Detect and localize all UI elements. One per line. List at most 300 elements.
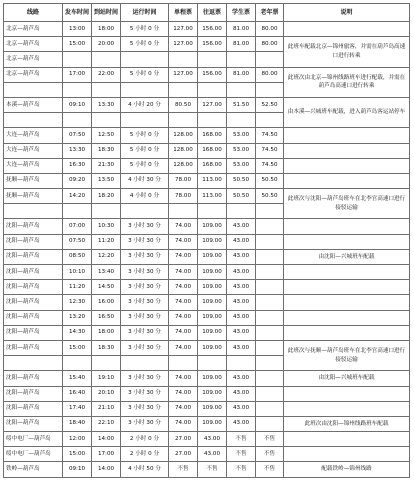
cell-round-fare: 109.00 [198,371,227,386]
cell-note [284,219,410,234]
cell-arrival: 16:50 [92,310,121,325]
cell-route: 沈阳—葫芦岛 [4,340,63,355]
cell-round-fare: 109.00 [198,310,227,325]
cell-senior-fare: 52.50 [256,97,284,112]
header-route: 线路 [4,4,63,22]
cell-duration: 5 小时 0 分 [121,128,169,143]
cell-round-fare: 156.00 [198,37,227,52]
cell-departure: 16:40 [63,386,92,401]
cell-round-fare [198,356,227,371]
cell-note [284,295,410,310]
cell-arrival: 12:20 [92,249,121,264]
cell-note: 由沈阳—兴城班车配载 [284,249,410,264]
cell-arrival: 21:30 [92,158,121,173]
cell-single-fare: 27.00 [169,432,198,447]
cell-round-fare: 109.00 [198,234,227,249]
header-round-fare: 往返票 [198,4,227,22]
cell-round-fare: 168.00 [198,158,227,173]
cell-departure: 11:20 [63,280,92,295]
cell-round-fare: 109.00 [198,416,227,431]
cell-note: 配载铁岭—锦州线路 [284,462,410,477]
table-row [4,37,410,52]
cell-student-fare: 43.00 [227,249,256,264]
cell-duration: 3 小时 30 分 [121,371,169,386]
cell-single-fare: 74.00 [169,295,198,310]
cell-route: 沈阳—葫芦岛 [4,310,63,325]
cell-student-fare: 81.00 [227,22,256,37]
cell-arrival: 17:00 [92,447,121,462]
cell-departure: 14:20 [63,189,92,204]
cell-student-fare: 50.50 [227,189,256,204]
cell-note [284,234,410,249]
cell-student-fare: 53.00 [227,158,256,173]
cell-senior-fare: 50.50 [256,189,284,204]
cell-arrival: 14:50 [92,280,121,295]
cell-single-fare: 127.00 [169,22,198,37]
cell-round-fare: 168.00 [198,128,227,143]
cell-arrival: 10:30 [92,219,121,234]
cell-student-fare: 43.00 [227,371,256,386]
cell-departure: 09:10 [63,462,92,477]
header-row [4,4,410,22]
cell-duration: 2 小时 0 分 [121,447,169,462]
cell-single-fare: 74.00 [169,386,198,401]
cell-senior-fare [256,416,284,431]
cell-round-fare [198,82,227,97]
cell-departure: 15:00 [63,340,92,355]
cell-senior-fare: 50.50 [256,173,284,188]
cell-round-fare: 不售 [198,462,227,477]
cell-round-fare: 109.00 [198,386,227,401]
cell-round-fare: 43.00 [198,432,227,447]
cell-duration [121,82,169,97]
cell-arrival [92,82,121,97]
cell-duration: 4 小时 30 分 [121,173,169,188]
table-row [4,371,410,386]
cell-round-fare [198,204,227,219]
cell-arrival: 11:20 [92,234,121,249]
cell-student-fare: 53.00 [227,143,256,158]
cell-route: 沈阳—葫芦岛 [4,295,63,310]
cell-note [284,128,410,143]
cell-arrival: 18:30 [92,340,121,355]
cell-departure: 12:00 [63,432,92,447]
cell-senior-fare [256,401,284,416]
cell-arrival: 13:50 [92,173,121,188]
cell-arrival [92,52,121,67]
cell-round-fare [198,113,227,128]
cell-single-fare: 74.00 [169,280,198,295]
cell-single-fare: 74.00 [169,249,198,264]
cell-duration [121,356,169,371]
cell-single-fare: 74.00 [169,234,198,249]
cell-duration: 3 小时 30 分 [121,340,169,355]
cell-student-fare: 43.00 [227,416,256,431]
table-row [4,325,410,340]
cell-duration [121,113,169,128]
cell-duration: 3 小时 30 分 [121,386,169,401]
cell-senior-fare [256,386,284,401]
cell-round-fare [198,52,227,67]
cell-note: 此班次与沈阳—葫芦岛班车在北李官高速口进行接驳运输 [284,189,410,219]
cell-round-fare: 109.00 [198,249,227,264]
cell-departure: 07:50 [63,128,92,143]
cell-single-fare: 74.00 [169,340,198,355]
cell-duration: 5 小时 0 分 [121,67,169,82]
cell-round-fare: 109.00 [198,401,227,416]
cell-single-fare: 27.00 [169,447,198,462]
cell-route: 绥中电厂—葫芦岛 [4,447,63,462]
cell-arrival: 18:00 [92,325,121,340]
cell-arrival [92,356,121,371]
cell-round-fare: 113.00 [198,189,227,204]
cell-single-fare [169,356,198,371]
cell-senior-fare: 74.50 [256,158,284,173]
cell-single-fare [169,113,198,128]
cell-student-fare: 43.00 [227,325,256,340]
cell-student-fare: 43.00 [227,265,256,280]
cell-route: 抚顺—葫芦岛 [4,189,63,204]
table-row [4,401,410,416]
cell-senior-fare [256,204,284,219]
cell-student-fare: 不售 [227,432,256,447]
cell-senior-fare [256,219,284,234]
cell-route: 沈阳—葫芦岛 [4,371,63,386]
cell-arrival: 13:40 [92,265,121,280]
cell-duration: 5 小时 0 分 [121,37,169,52]
cell-departure: 09:10 [63,97,92,112]
cell-note [284,158,410,173]
cell-student-fare: 43.00 [227,280,256,295]
cell-single-fare: 不售 [169,462,198,477]
table-row [4,22,410,37]
cell-arrival: 18:30 [92,143,121,158]
cell-student-fare: 43.00 [227,401,256,416]
cell-single-fare: 128.00 [169,158,198,173]
cell-senior-fare [256,310,284,325]
cell-arrival: 14:00 [92,462,121,477]
cell-single-fare [169,52,198,67]
bus-timetable [3,3,410,478]
cell-arrival: 16:00 [92,295,121,310]
cell-route: 北京—葫芦岛 [4,52,63,67]
cell-route: 抚顺—葫芦岛 [4,173,63,188]
cell-route: 沈阳—葫芦岛 [4,234,63,249]
cell-departure: 14:30 [63,325,92,340]
cell-senior-fare: 74.50 [256,128,284,143]
cell-duration: 5 小时 0 分 [121,158,169,173]
table-row [4,249,410,264]
cell-single-fare: 74.00 [169,310,198,325]
table-row [4,295,410,310]
cell-note: 由本溪—兴城班车配载，进入葫芦岛客运站停车 [284,97,410,127]
cell-duration: 4 小时 0 分 [121,189,169,204]
cell-round-fare: 109.00 [198,280,227,295]
cell-departure [63,52,92,67]
table-row [4,128,410,143]
cell-departure: 16:30 [63,158,92,173]
table-row [4,462,410,477]
cell-senior-fare [256,356,284,371]
cell-single-fare: 74.00 [169,219,198,234]
cell-student-fare [227,356,256,371]
cell-senior-fare [256,52,284,67]
timetable-body [4,22,410,478]
cell-senior-fare: 74.50 [256,143,284,158]
cell-duration: 4 小时 20 分 [121,97,169,112]
cell-departure [63,82,92,97]
cell-arrival: 18:00 [92,22,121,37]
table-row [4,189,410,204]
cell-duration: 3 小时 30 分 [121,234,169,249]
cell-duration: 3 小时 30 分 [121,265,169,280]
cell-arrival [92,204,121,219]
cell-student-fare: 43.00 [227,234,256,249]
cell-student-fare: 53.00 [227,128,256,143]
cell-route: 绥中电厂—葫芦岛 [4,432,63,447]
table-row [4,416,410,431]
cell-round-fare: 168.00 [198,143,227,158]
cell-arrival: 19:10 [92,371,121,386]
cell-round-fare: 109.00 [198,295,227,310]
cell-route: 沈阳—葫芦岛 [4,325,63,340]
table-row [4,158,410,173]
cell-departure: 13:20 [63,310,92,325]
cell-duration: 3 小时 30 分 [121,295,169,310]
cell-note [284,447,410,462]
cell-round-fare: 156.00 [198,22,227,37]
cell-departure: 13:00 [63,22,92,37]
cell-single-fare: 128.00 [169,128,198,143]
cell-note [284,401,410,416]
cell-arrival: 20:10 [92,386,121,401]
cell-arrival: 20:00 [92,37,121,52]
cell-route: 沈阳—葫芦岛 [4,386,63,401]
cell-departure: 15:00 [63,37,92,52]
cell-round-fare: 109.00 [198,325,227,340]
cell-single-fare: 74.00 [169,371,198,386]
cell-senior-fare: 不售 [256,462,284,477]
cell-departure: 09:20 [63,173,92,188]
cell-departure: 07:50 [63,234,92,249]
cell-student-fare: 81.00 [227,67,256,82]
cell-note: 由沈阳—兴城班车配载 [284,371,410,386]
cell-duration: 2 小时 0 分 [121,432,169,447]
cell-single-fare: 74.00 [169,401,198,416]
cell-student-fare: 43.00 [227,295,256,310]
cell-route: 本溪—葫芦岛 [4,97,63,112]
cell-note [284,432,410,447]
header-single-fare: 单程票 [169,4,198,22]
cell-note [284,173,410,188]
cell-student-fare: 不售 [227,462,256,477]
cell-arrival: 22:10 [92,416,121,431]
cell-student-fare [227,204,256,219]
table-row [4,67,410,82]
table-row [4,265,410,280]
cell-student-fare: 81.00 [227,37,256,52]
cell-arrival: 12:50 [92,128,121,143]
cell-single-fare: 127.00 [169,37,198,52]
cell-senior-fare [256,340,284,355]
table-row [4,432,410,447]
table-row [4,219,410,234]
cell-student-fare [227,82,256,97]
cell-departure [63,356,92,371]
cell-duration: 3 小时 30 分 [121,280,169,295]
header-departure: 发车时间 [63,4,92,22]
cell-senior-fare [256,113,284,128]
cell-duration [121,52,169,67]
cell-round-fare: 113.00 [198,173,227,188]
cell-senior-fare [256,265,284,280]
cell-note: 此班次由北京—锦州线路班车进行配载，并需在葫芦岛高速口进行转乘 [284,67,410,97]
cell-senior-fare [256,371,284,386]
cell-departure: 15:00 [63,447,92,462]
cell-student-fare: 43.00 [227,219,256,234]
cell-route: 沈阳—葫芦岛 [4,401,63,416]
cell-single-fare: 80.50 [169,97,198,112]
cell-arrival [92,113,121,128]
cell-route [4,113,63,128]
cell-student-fare: 43.00 [227,340,256,355]
cell-duration: 5 小时 0 分 [121,143,169,158]
table-row [4,234,410,249]
table-row [4,386,410,401]
cell-note [284,22,410,37]
cell-duration: 3 小时 30 分 [121,416,169,431]
cell-round-fare: 156.00 [198,67,227,82]
cell-departure: 17:40 [63,401,92,416]
cell-round-fare: 109.00 [198,219,227,234]
cell-route: 北京—葫芦岛 [4,37,63,52]
cell-departure: 08:50 [63,249,92,264]
cell-note: 此班次与抚顺—葫芦岛班车在北李官高速口进行接驳运输 [284,340,410,370]
cell-route: 北京—葫芦岛 [4,67,63,82]
cell-note: 此班次由沈阳—锦州线路班车配载 [284,416,410,431]
cell-departure: 07:00 [63,219,92,234]
cell-route: 北京—葫芦岛 [4,22,63,37]
cell-single-fare: 74.00 [169,325,198,340]
cell-arrival: 18:20 [92,189,121,204]
cell-student-fare: 51.50 [227,97,256,112]
cell-route: 铁岭—葫芦岛 [4,462,63,477]
cell-senior-fare: 80.00 [256,37,284,52]
cell-route [4,356,63,371]
cell-single-fare: 127.00 [169,67,198,82]
cell-arrival: 13:30 [92,97,121,112]
table-row [4,310,410,325]
cell-route: 沈阳—葫芦岛 [4,265,63,280]
cell-round-fare: 109.00 [198,340,227,355]
cell-route: 大连—葫芦岛 [4,143,63,158]
cell-departure: 15:40 [63,371,92,386]
cell-duration: 4 小时 50 分 [121,462,169,477]
table-row [4,173,410,188]
cell-arrival: 22:00 [92,67,121,82]
cell-route: 大连—葫芦岛 [4,128,63,143]
cell-round-fare: 43.00 [198,447,227,462]
cell-duration: 5 小时 0 分 [121,22,169,37]
cell-duration: 3 小时 30 分 [121,401,169,416]
header-notes: 说明 [284,4,410,22]
cell-departure: 10:10 [63,265,92,280]
cell-student-fare: 43.00 [227,386,256,401]
cell-departure [63,113,92,128]
cell-senior-fare: 80.00 [256,22,284,37]
cell-departure: 18:40 [63,416,92,431]
cell-note [284,265,410,280]
cell-student-fare: 不售 [227,447,256,462]
cell-duration: 3 小时 30 分 [121,310,169,325]
timetable-sheet [3,3,409,497]
cell-duration: 3 小时 30 分 [121,325,169,340]
cell-senior-fare: 80.00 [256,67,284,82]
cell-senior-fare [256,234,284,249]
cell-senior-fare [256,295,284,310]
cell-round-fare: 127.00 [198,97,227,112]
cell-single-fare: 74.00 [169,416,198,431]
table-row [4,447,410,462]
cell-senior-fare [256,280,284,295]
cell-senior-fare: 不售 [256,432,284,447]
cell-arrival: 21:10 [92,401,121,416]
cell-round-fare: 109.00 [198,265,227,280]
cell-duration [121,204,169,219]
table-row [4,340,410,355]
header-arrival: 到站时间 [92,4,121,22]
cell-student-fare [227,113,256,128]
header-senior-fare: 老年票 [256,4,284,22]
cell-departure [63,204,92,219]
cell-note [284,386,410,401]
cell-note: 此班车配载北京—锦州旅客，并需在葫芦岛高速口进行转乘 [284,37,410,67]
cell-note [284,280,410,295]
cell-duration: 3 小时 30 分 [121,249,169,264]
header-student-fare: 学生票 [227,4,256,22]
table-row [4,143,410,158]
cell-departure: 17:00 [63,67,92,82]
cell-senior-fare: 不售 [256,447,284,462]
cell-single-fare: 128.00 [169,143,198,158]
cell-departure: 13:30 [63,143,92,158]
cell-senior-fare [256,82,284,97]
cell-single-fare: 78.00 [169,189,198,204]
cell-route [4,204,63,219]
cell-note [284,325,410,340]
cell-single-fare [169,204,198,219]
cell-route: 沈阳—葫芦岛 [4,280,63,295]
cell-single-fare: 78.00 [169,173,198,188]
cell-route: 沈阳—葫芦岛 [4,249,63,264]
cell-student-fare: 43.00 [227,310,256,325]
cell-single-fare [169,82,198,97]
cell-senior-fare [256,325,284,340]
cell-duration: 3 小时 30 分 [121,219,169,234]
cell-note [284,310,410,325]
cell-student-fare [227,52,256,67]
cell-note [284,143,410,158]
cell-single-fare: 74.00 [169,265,198,280]
cell-arrival: 14:00 [92,432,121,447]
cell-route [4,82,63,97]
cell-route: 大连—葫芦岛 [4,158,63,173]
header-duration: 运行时间 [121,4,169,22]
cell-departure: 12:30 [63,295,92,310]
table-row [4,280,410,295]
cell-student-fare: 50.50 [227,173,256,188]
table-row [4,97,410,112]
